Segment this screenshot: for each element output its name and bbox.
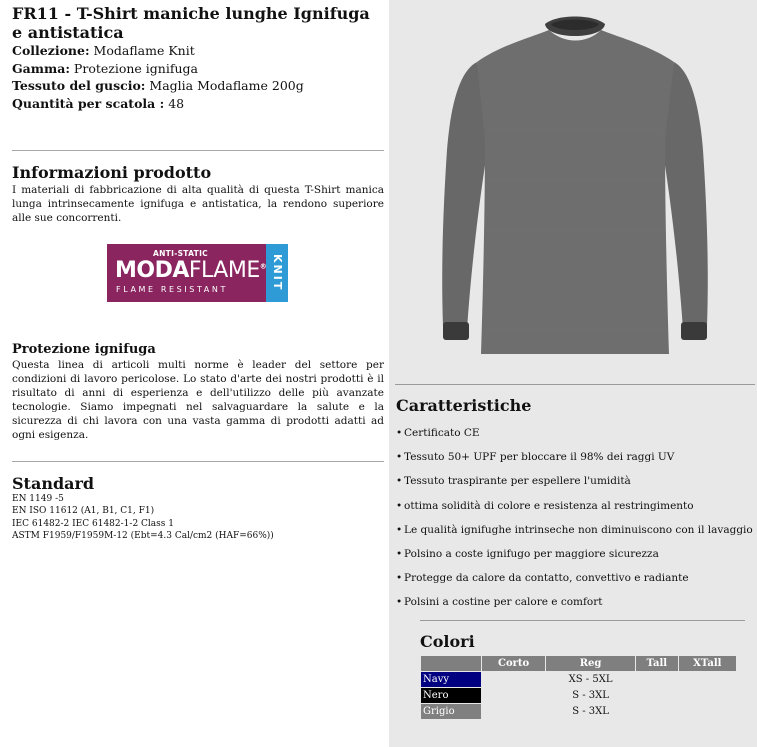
spec-label: Gamma:: [12, 60, 70, 76]
table-cell: [636, 672, 678, 687]
logo-knit: KNIT: [266, 244, 288, 302]
feature-text: Polsino a coste ignifugo per maggiore sicurezza: [404, 547, 659, 560]
bullet: •: [396, 451, 403, 464]
shirt-body: [477, 30, 674, 354]
standard-line: IEC 61482-2 IEC 61482-1-2 Class 1: [12, 518, 174, 529]
info-text: I materiali di fabbricazione di alta qualità di questa T-Shirt manica lunga intrinsecamente ignifuga e antistatica, la rendono superiore alle sue concorrenti.: [12, 184, 384, 224]
feature-text: Polsini a costine per calore e comfort: [404, 596, 603, 609]
features-list: [396, 425, 753, 619]
table-header: Tall: [636, 656, 678, 671]
table-cell: [679, 704, 736, 719]
standard-line: ASTM F1959/F1959M-12 (Ebt=4.3 Cal/cm2 (HAF=66%)): [12, 531, 274, 542]
logo-reg: ®: [259, 262, 267, 271]
colors-table: [420, 655, 737, 720]
logo-tag: ANTI-STATIC: [153, 249, 208, 258]
table-header-row: [421, 656, 736, 671]
color-swatch-navy: Navy: [421, 672, 481, 687]
table-cell: [636, 688, 678, 703]
spec-label: Collezione:: [12, 43, 90, 58]
protection-text: Questa linea di articoli multi norme è leader del settore per condizioni di lavoro pericolose. Lo stato d'arte dei nostri prodotti è il risultato di anni di esperienza e dell'utilizzo delle più avanzate tecnologie. Siamo impegnati nel salvaguardare la salute e la sicurezza di chi lavora con una vasta gamma di prodotti adatti ad ogni esigenza.: [12, 359, 384, 441]
table-header: Corto: [482, 656, 545, 671]
logo-word: [115, 258, 266, 283]
feature-item: [396, 449, 753, 473]
spec-value: 48: [164, 95, 185, 111]
bullet: •: [396, 475, 403, 488]
spec-label: Quantità per scatola :: [12, 95, 165, 111]
bullet: •: [396, 596, 403, 609]
bullet: •: [396, 572, 403, 585]
feature-text: Le qualità ignifughe intrinseche non diminuiscono con il lavaggio: [404, 523, 753, 536]
product-photo: [389, 0, 757, 380]
feature-item: [396, 594, 753, 618]
table-cell: XS - 5XL: [568, 674, 613, 685]
table-cell: S - 3XL: [572, 706, 609, 717]
feature-item: [396, 473, 753, 497]
feature-item: [396, 425, 753, 449]
bullet: •: [396, 523, 403, 536]
table-row: [421, 688, 736, 703]
product-title: FR11 - T-Shirt maniche lunghe Ignifuga e antistatica: [12, 4, 370, 42]
spec-value: Protezione ignifuga: [69, 60, 198, 76]
bullet: •: [396, 499, 403, 512]
colors-heading: Colori: [420, 632, 475, 651]
feature-text: ottima solidità di colore e resistenza al restringimento: [404, 499, 694, 512]
bullet: •: [396, 547, 403, 560]
table-cell: [482, 672, 545, 687]
divider: [12, 461, 384, 462]
table-row: [421, 704, 736, 719]
feature-text: Tessuto 50+ UPF per bloccare il 98% dei raggi UV: [404, 451, 675, 464]
feature-text: Certificato CE: [404, 427, 480, 439]
protection-heading: Protezione ignifuga: [12, 342, 156, 357]
modaflame-logo: [107, 244, 288, 302]
logo-word-bold: MODA: [115, 258, 189, 283]
standard-heading: Standard: [12, 474, 95, 493]
color-swatch-grigio: Grigio: [421, 704, 481, 719]
table-header-blank: [421, 656, 481, 671]
table-header: XTall: [679, 656, 736, 671]
feature-text: Protegge da calore da contatto, convettivo e radiante: [404, 572, 689, 585]
shirt-left-cuff: [443, 322, 469, 340]
feature-text: Tessuto traspirante per espellere l'umidità: [404, 475, 631, 488]
right-panel: [389, 0, 757, 747]
table-cell: [636, 704, 678, 719]
standard-line: EN ISO 11612 (A1, B1, C1, F1): [12, 506, 155, 517]
standard-list: [12, 493, 274, 543]
spec-label: Tessuto del guscio:: [12, 78, 146, 93]
standard-line: EN 1149 -5: [12, 494, 64, 504]
bullet: •: [396, 427, 403, 439]
shirt-right-cuff: [681, 322, 707, 340]
spec-range: [12, 60, 384, 78]
table-cell: [482, 704, 545, 719]
feature-item: [396, 498, 753, 522]
spec-quantity: [12, 95, 384, 113]
divider: [12, 150, 384, 151]
logo-word-light: FLAME: [188, 258, 260, 283]
divider: [395, 384, 755, 385]
table-row: [421, 672, 736, 687]
logo-sub: FLAME RESISTANT: [116, 285, 228, 294]
spec-collection: [12, 42, 384, 60]
product-header: [12, 4, 384, 112]
table-cell: [482, 688, 545, 703]
spec-fabric: [12, 77, 384, 95]
spec-value: Modaflame Knit: [89, 43, 195, 58]
feature-item: [396, 522, 753, 546]
color-swatch-nero: Nero: [421, 688, 481, 703]
table-cell: S - 3XL: [572, 690, 609, 701]
info-heading: Informazioni prodotto: [12, 163, 212, 182]
table-cell: [679, 672, 736, 687]
table-header: Reg: [546, 656, 635, 671]
table-cell: [679, 688, 736, 703]
feature-item: [396, 546, 753, 570]
spec-value: Maglia Modaflame 200g: [145, 78, 304, 93]
divider: [420, 620, 745, 621]
feature-item: [396, 570, 753, 594]
features-heading: Caratteristiche: [396, 396, 532, 415]
